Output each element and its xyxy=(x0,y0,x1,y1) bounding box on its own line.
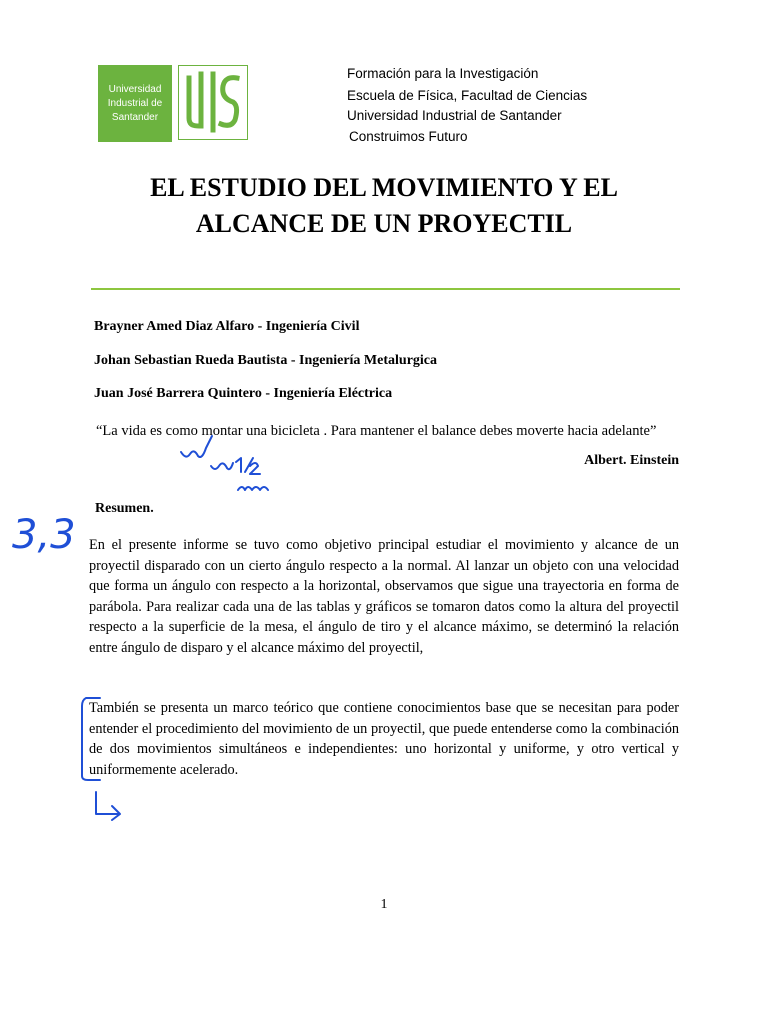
abstract-paragraph-2: También se presenta un marco teórico que contiene conocimientos base que se necesitan para poder entender el procedimiento del movimiento de un proyectil, que puede entenderse como la combinación de dos movimientos simultáneos e independientes: uno horizontal y uniforme, y otro vertical y uniformemente acelerado. xyxy=(89,700,679,778)
grade-text: 3,3 xyxy=(12,512,76,556)
bracket-mark-icon xyxy=(82,698,100,780)
epigraph-quote: “La vida es como montar una bicicleta . Para mantener el balance debes moverte hacia adelante” xyxy=(96,423,657,439)
header-line-2: Escuela de Física, Facultad de Ciencias xyxy=(347,88,588,103)
check-mark-icon xyxy=(211,463,233,469)
check-mark-icon xyxy=(236,458,241,472)
check-mark-icon xyxy=(181,436,212,457)
page-number: 1 xyxy=(380,897,388,912)
author-1: Brayner Amed Diaz Alfaro - Ingeniería Civil xyxy=(94,319,360,334)
author-3: Juan José Barrera Quintero - Ingeniería Eléctrica xyxy=(94,386,393,401)
epigraph-author: Albert. Einstein xyxy=(584,453,679,468)
logo-text-line2: Industrial de xyxy=(107,97,163,109)
handwritten-grade xyxy=(10,508,80,556)
author-2: Johan Sebastian Rueda Bautista - Ingeniería Metalurgica xyxy=(94,353,438,368)
check-mark-icon xyxy=(238,487,268,490)
header-line-1: Formación para la Investigación xyxy=(347,66,539,81)
abstract-paragraph-1: En el presente informe se tuvo como objetivo principal estudiar el movimiento y alcance de un proyectil disparado con un cierto ángulo respecto a la normal. Al lanzar un objeto con una velocidad que forma un ángulo con respecto a la horizontal, observamos que sigue una trayectoria en forma de parábola. Para realizar cada una de las tablas y gráficos se tomaron datos como la altura del proyectil respecto a la superficie de la mesa, el ángulo de tiro y el alcance máximo, se determinó la relación entre ángulo de disparo y el alcance máximo del proyectil, xyxy=(89,537,679,656)
arrow-mark-icon xyxy=(96,792,118,814)
title-line-2: ALCANCE DE UN PROYECTIL xyxy=(195,209,573,238)
header-line-3: Universidad Industrial de Santander xyxy=(347,108,562,123)
header-line-4: Construimos Futuro xyxy=(349,129,468,144)
abstract-heading: Resumen. xyxy=(95,501,154,516)
title-line-1: EL ESTUDIO DEL MOVIMIENTO Y EL xyxy=(150,173,618,202)
logo-text-line1: Universidad xyxy=(108,83,162,95)
logo-text-line3: Santander xyxy=(111,111,159,123)
